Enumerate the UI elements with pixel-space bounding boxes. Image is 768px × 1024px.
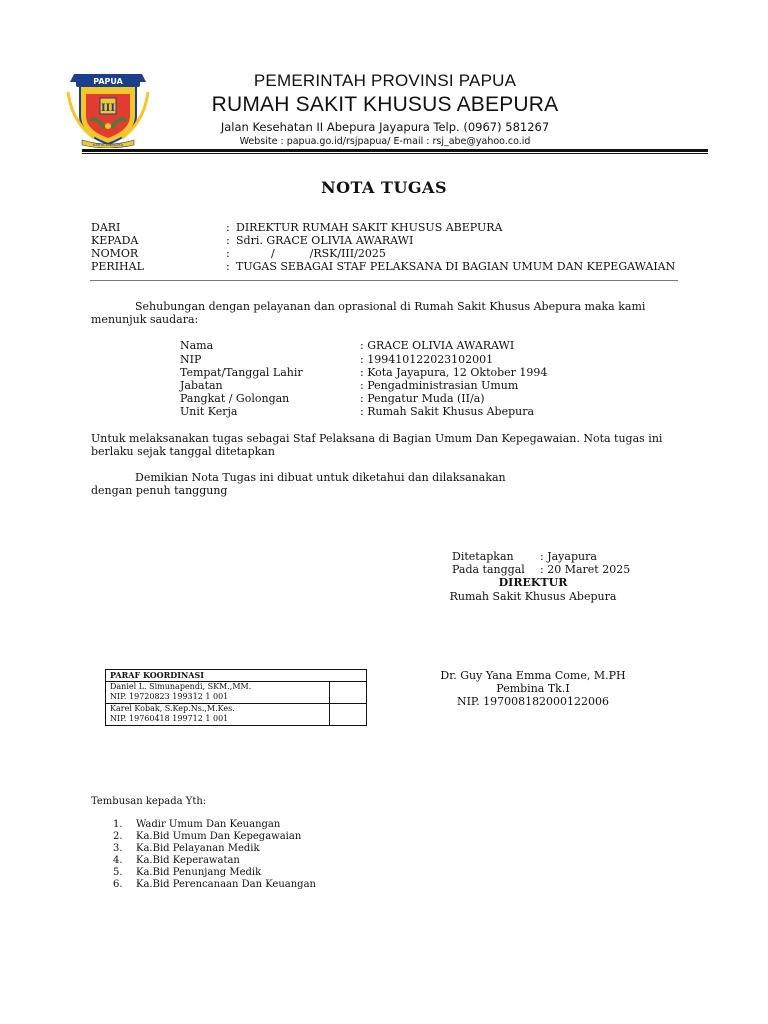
list-item-text: Ka.Bid Perencanaan Dan Keuangan <box>136 879 316 890</box>
field-colon: : <box>226 247 230 260</box>
table-row <box>106 681 367 703</box>
paraf-signature-box <box>330 703 367 725</box>
document-title: NOTA TUGAS <box>320 178 448 197</box>
paraf-person-nip: NIP. 19720823 199312 1 001 <box>110 692 229 701</box>
svg-text:PAPUA: PAPUA <box>93 77 123 86</box>
field-label: DARI <box>91 221 121 234</box>
field-value: DIREKTUR RUMAH SAKIT KHUSUS ABEPURA <box>236 221 503 234</box>
identity-label: Jabatan <box>180 379 223 392</box>
field-colon: : <box>226 234 230 247</box>
list-item-number: 3. <box>113 843 123 854</box>
paraf-person-cell <box>106 681 330 703</box>
table-header-row <box>106 670 367 682</box>
letterhead-hospital-name: RUMAH SAKIT KHUSUS ABEPURA <box>211 93 559 116</box>
list-item-number: 6. <box>113 879 123 890</box>
list-item-text: Ka.Bid Pelayanan Medik <box>136 843 260 854</box>
ditetapkan-label: Ditetapkan <box>452 550 514 563</box>
signatory-name: Dr. Guy Yana Emma Come, M.PH <box>440 669 626 682</box>
list-item-number: 4. <box>113 855 123 866</box>
identity-label: Unit Kerja <box>180 405 238 418</box>
signatory-nip: NIP. 197008182000122006 <box>456 695 610 708</box>
tanggal-label: Pada tanggal <box>452 563 525 576</box>
signatory-position: DIREKTUR <box>498 576 568 589</box>
paraf-person-cell <box>106 703 330 725</box>
letterhead-rule-thick <box>82 149 708 152</box>
table-header-cell: PARAF KOORDINASI <box>106 670 367 682</box>
papua-coat-of-arms-logo <box>64 72 152 148</box>
identity-value: : 199410122023102001 <box>360 353 494 366</box>
table-row <box>106 703 367 725</box>
list-item-number: 2. <box>113 831 123 842</box>
letterhead-address: Jalan Kesehatan II Abepura Jayapura Telp. (0967) 581267 <box>220 120 550 134</box>
field-value: TUGAS SEBAGAI STAF PELAKSANA DI BAGIAN UMUM DAN KEPEGAWAIAN <box>236 260 676 273</box>
paraf-person-name: Karel Kobak, S.Kep.Ns.,M.Kes. <box>110 703 235 713</box>
list-item-number: 5. <box>113 867 123 878</box>
list-item-text: Wadir Umum Dan Keuangan <box>136 819 281 830</box>
identity-value: : GRACE OLIVIA AWARAWI <box>360 339 515 352</box>
signatory-institution: Rumah Sakit Khusus Abepura <box>449 590 617 603</box>
signatory-rank: Pembina Tk.I <box>496 682 570 695</box>
field-label: NOMOR <box>91 247 139 260</box>
ditetapkan-value: : Jayapura <box>540 550 597 563</box>
identity-label: Pangkat / Golongan <box>180 392 290 405</box>
identity-label: NIP <box>180 353 202 366</box>
list-item-text: Ka.Bid Penunjang Medik <box>136 867 262 878</box>
paraf-signature-box <box>330 681 367 703</box>
tanggal-value: : 20 Maret 2025 <box>540 563 631 576</box>
closing-line-1: Demikian Nota Tugas ini dibuat untuk diketahui dan dilaksanakan <box>135 471 506 484</box>
paraf-person-nip: NIP. 19760418 199712 1 001 <box>110 714 229 723</box>
list-item-text: Ka.Bid Keperawatan <box>136 855 240 866</box>
letterhead-rule-thin <box>82 153 708 154</box>
identity-value: : Kota Jayapura, 12 Oktober 1994 <box>360 366 548 379</box>
field-label: KEPADA <box>91 234 139 247</box>
field-value: Sdri. GRACE OLIVIA AWARAWI <box>236 234 414 247</box>
list-item-number: 1. <box>113 819 123 830</box>
paraf-person-name: Daniel L. Simunapendi, SKM.,MM. <box>110 681 252 691</box>
tembusan-title: Tembusan kepada Yth: <box>91 796 207 807</box>
field-colon: : <box>226 260 230 273</box>
identity-value: : Pengatur Muda (II/a) <box>360 392 485 405</box>
letterhead-website: Website : papua.go.id/rsjpapua/ E-mail : rsj_abe@yahoo.co.id <box>239 136 531 147</box>
identity-value: : Rumah Sakit Khusus Abepura <box>360 405 535 418</box>
identity-label: Tempat/Tanggal Lahir <box>180 366 303 379</box>
paraf-koordinasi-table <box>105 669 367 726</box>
closing-line-2: dengan penuh tanggung <box>91 484 228 497</box>
header-divider <box>90 280 678 281</box>
list-item-text: Ka.Bid Umum Dan Kepegawaian <box>136 831 302 842</box>
field-colon: : <box>226 221 230 234</box>
svg-text:III: III <box>100 103 116 114</box>
task-paragraph: Untuk melaksanakan tugas sebagai Staf Pelaksana di Bagian Umum Dan Kepegawaian. Nota tugas ini berlaku sejak tanggal ditetapkan <box>91 432 663 458</box>
field-label: PERIHAL <box>91 260 144 273</box>
svg-text:KARYA SWADAYA: KARYA SWADAYA <box>93 143 123 147</box>
identity-label: Nama <box>180 339 214 352</box>
field-value: / /RSK/III/2025 <box>236 247 386 260</box>
opening-paragraph: Sehubungan dengan pelayanan dan oprasional di Rumah Sakit Khusus Abepura maka kami menunjuk saudara: <box>91 300 646 326</box>
letterhead-government: PEMERINTAH PROVINSI PAPUA <box>253 71 517 90</box>
identity-value: : Pengadministrasian Umum <box>360 379 519 392</box>
